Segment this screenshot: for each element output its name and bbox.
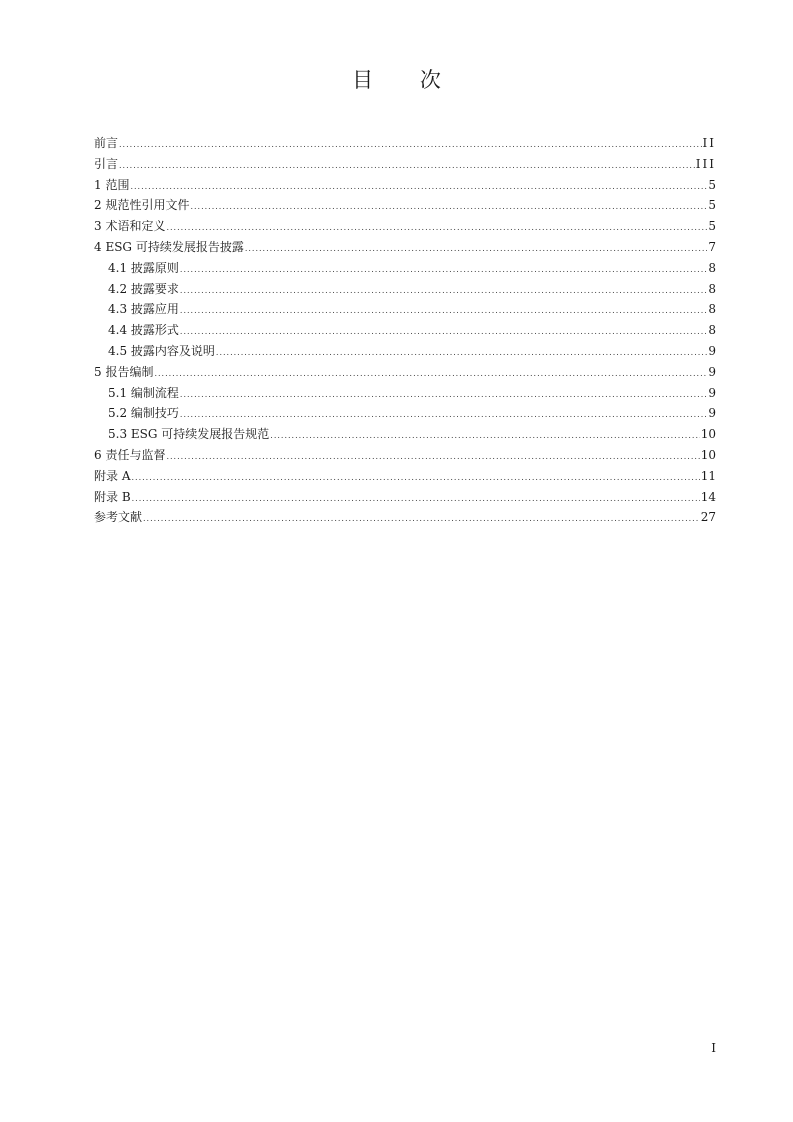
toc-dot-leader [180,260,707,281]
toc-dot-leader [180,322,707,343]
toc-dot-leader [119,135,702,156]
toc-entry[interactable] [94,195,716,216]
toc-entry-label: 参考文献 [94,510,143,525]
toc-entry[interactable] [94,216,716,237]
toc-entry-page: 8 [708,281,716,296]
toc-entry-label: 2 规范性引用文件 [94,198,190,213]
toc-entry[interactable] [94,133,716,154]
toc-dot-leader [180,405,707,426]
toc-dot-leader [190,197,707,218]
toc-entry[interactable] [94,507,716,528]
toc-entry-page: 11 [700,468,716,483]
toc-entry-page: 10 [700,427,716,442]
toc-entry-page: 9 [708,343,716,358]
toc-entry-page: 8 [708,260,716,275]
toc-entry-label: 前言 [94,136,119,150]
toc-entry[interactable] [94,466,716,487]
toc-entry[interactable] [94,175,716,196]
toc-entry[interactable] [94,383,716,404]
toc-entry-page: 5 [708,219,716,234]
toc-entry-page: 8 [708,302,716,317]
toc-entry-page: 10 [700,447,716,462]
toc-entry-label: 附录 A [94,468,131,483]
toc-entry-label: 5.1 编制流程 [108,385,179,400]
toc-dot-leader [166,218,707,239]
toc-dot-leader [131,468,699,489]
toc-entry-page: 8 [708,323,716,338]
toc-entry-page: 9 [708,385,716,400]
toc-entry-label: 4.5 披露内容及说明 [108,343,215,358]
toc-dot-leader [132,489,700,510]
toc-entry-label: 附录 B [94,489,131,504]
toc-entry-page: 14 [700,489,716,504]
toc-list [94,133,716,528]
toc-entry[interactable] [94,445,716,466]
toc-entry-page: III [695,156,716,171]
toc-dot-leader [166,447,699,468]
toc-dot-leader [130,177,707,198]
toc-entry-label: 4.1 披露原则 [108,260,179,275]
toc-entry-label: 1 范围 [94,177,130,192]
toc-dot-leader [119,156,695,177]
toc-entry-page: 9 [708,364,716,379]
toc-entry-page: 7 [708,239,716,254]
toc-entry[interactable] [94,341,716,362]
toc-entry[interactable] [94,424,716,445]
toc-entry-label: 4 ESG 可持续发展报告披露 [94,239,244,254]
toc-entry-label: 5.2 编制技巧 [108,406,179,421]
toc-entry[interactable] [94,362,716,383]
toc-dot-leader [180,301,707,322]
toc-entry-label: 3 术语和定义 [94,219,166,234]
toc-entry[interactable] [94,279,716,300]
toc-dot-leader [143,509,700,530]
toc-entry-label: 引言 [94,156,119,171]
page-number: I [711,1041,716,1055]
toc-dot-leader [180,281,707,302]
toc-dot-leader [245,239,708,260]
toc-entry[interactable] [94,299,716,320]
toc-entry[interactable] [94,487,716,508]
toc-title: 目 次 [352,68,461,92]
toc-entry-label: 6 责任与监督 [94,447,166,462]
toc-entry-label: 4.4 披露形式 [108,323,179,338]
toc-dot-leader [216,343,707,364]
toc-dot-leader [154,364,707,385]
toc-entry-page: II [702,136,716,150]
toc-entry-page: 5 [708,177,716,192]
toc-entry-label: 5.3 ESG 可持续发展报告规范 [108,427,270,442]
toc-entry[interactable] [94,237,716,258]
toc-entry[interactable] [94,403,716,424]
toc-dot-leader [270,426,699,447]
toc-entry-label: 4.2 披露要求 [108,281,179,296]
toc-entry-page: 9 [708,406,716,421]
toc-entry-label: 4.3 披露应用 [108,302,179,317]
toc-entry-label: 5 报告编制 [94,364,154,379]
toc-entry[interactable] [94,320,716,341]
toc-entry[interactable] [94,154,716,175]
toc-dot-leader [180,385,707,406]
toc-entry-page: 27 [700,510,716,525]
toc-entry-page: 5 [708,198,716,213]
toc-entry[interactable] [94,258,716,279]
